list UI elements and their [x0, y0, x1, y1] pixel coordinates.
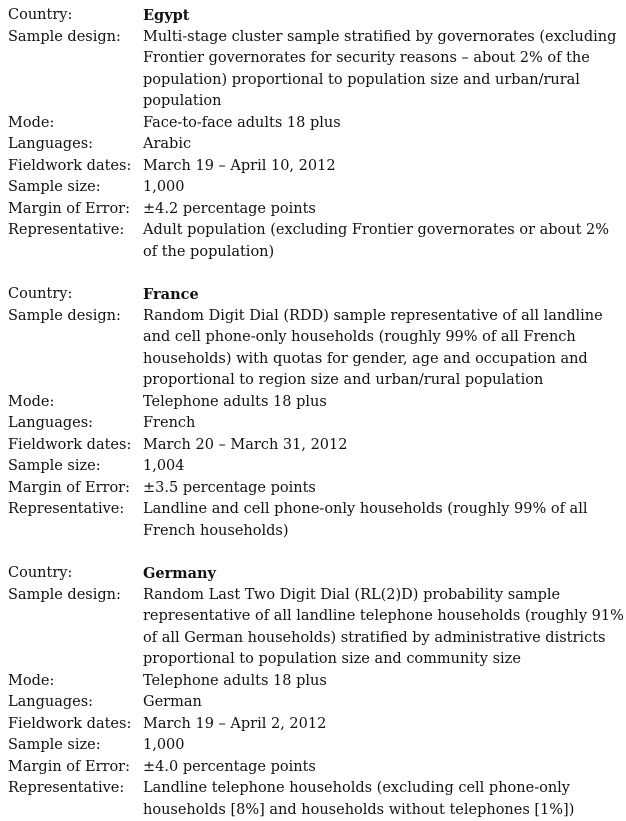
field-row	[8, 413, 626, 435]
field-row	[8, 27, 626, 113]
field-label: Mode:	[8, 393, 55, 410]
field-row	[8, 177, 626, 199]
field-label: Margin of Error:	[8, 200, 130, 217]
field-value: Egypt	[143, 7, 190, 24]
field-label: Mode:	[8, 672, 55, 689]
field-label: Representative:	[8, 222, 125, 238]
field-value: March 19 – April 10, 2012	[143, 157, 336, 174]
field-label: Country:	[8, 565, 73, 581]
field-label: Sample design:	[8, 307, 121, 324]
field-value: Random Digit Dial (RDD) sample representative of all landline and cell phone-only households (roughly 99% of all French households) with quotas for gender, age and occupation and proportional to region size and urban/rural population	[143, 307, 603, 388]
field-value: Landline and cell phone-only households (roughly 99% of all French households)	[143, 501, 588, 539]
field-value: Adult population (excluding Frontier governorates or about 2% of the population)	[143, 222, 610, 260]
field-row	[8, 156, 626, 178]
field-label: Representative:	[8, 501, 125, 517]
field-label: Sample design:	[8, 28, 121, 45]
field-value: March 20 – March 31, 2012	[143, 436, 348, 453]
field-value: Telephone adults 18 plus	[143, 672, 327, 689]
field-value: March 19 – April 2, 2012	[143, 715, 327, 732]
field-row	[8, 134, 626, 156]
field-row	[8, 778, 626, 821]
field-label: Fieldwork dates:	[8, 715, 132, 732]
field-value: 1,000	[143, 179, 185, 195]
field-value: Multi-stage cluster sample stratified by governorates (excluding Frontier governorates for security reasons – about 2% of the population) proportional to population size and urban/rural population	[143, 28, 617, 109]
field-value: Random Last Two Digit Dial (RL(2)D) probability sample representative of all landline telephone households (roughly 91% of all German households) stratified by administrative districts proportional to population size and community size	[143, 586, 624, 667]
field-row	[8, 392, 626, 414]
field-row	[8, 692, 626, 714]
field-value: Landline telephone households (excluding cell phone-only households [8%] and households without telephones [1%])	[143, 780, 575, 818]
field-value: Arabic	[143, 136, 192, 152]
field-value: 1,000	[143, 737, 185, 753]
field-label: Mode:	[8, 114, 55, 131]
field-row	[8, 5, 626, 27]
field-label: Sample size:	[8, 179, 101, 195]
field-row	[8, 435, 626, 457]
field-label: Margin of Error:	[8, 758, 130, 775]
field-value: Telephone adults 18 plus	[143, 393, 327, 410]
field-label: Representative:	[8, 780, 125, 796]
field-value: France	[143, 286, 199, 303]
field-label: Fieldwork dates:	[8, 436, 132, 453]
field-value: German	[143, 694, 202, 710]
field-label: Country:	[8, 7, 73, 23]
country-methodology-block-germany	[8, 563, 626, 821]
field-label: Sample size:	[8, 458, 101, 474]
country-methodology-block-egypt	[8, 5, 626, 263]
field-row	[8, 113, 626, 135]
field-label: Sample design:	[8, 586, 121, 603]
field-label: Languages:	[8, 415, 94, 431]
field-row	[8, 757, 626, 779]
field-label: Margin of Error:	[8, 479, 130, 496]
field-row	[8, 499, 626, 542]
field-value: 1,004	[143, 458, 185, 474]
field-row	[8, 735, 626, 757]
field-label: Country:	[8, 286, 73, 302]
field-row	[8, 199, 626, 221]
field-value: Face-to-face adults 18 plus	[143, 114, 341, 131]
field-label: Languages:	[8, 136, 94, 152]
field-value: ±4.2 percentage points	[143, 200, 316, 217]
field-row	[8, 478, 626, 500]
field-value: Germany	[143, 565, 216, 582]
field-row	[8, 671, 626, 693]
field-row	[8, 284, 626, 306]
field-row	[8, 220, 626, 263]
field-row	[8, 714, 626, 736]
field-value: French	[143, 415, 196, 431]
field-label: Fieldwork dates:	[8, 157, 132, 174]
field-row	[8, 306, 626, 392]
field-value: ±3.5 percentage points	[143, 479, 316, 496]
field-row	[8, 585, 626, 671]
field-label: Languages:	[8, 694, 94, 710]
field-value: ±4.0 percentage points	[143, 758, 316, 775]
field-row	[8, 563, 626, 585]
country-methodology-block-france	[8, 284, 626, 542]
field-label: Sample size:	[8, 737, 101, 753]
field-row	[8, 456, 626, 478]
